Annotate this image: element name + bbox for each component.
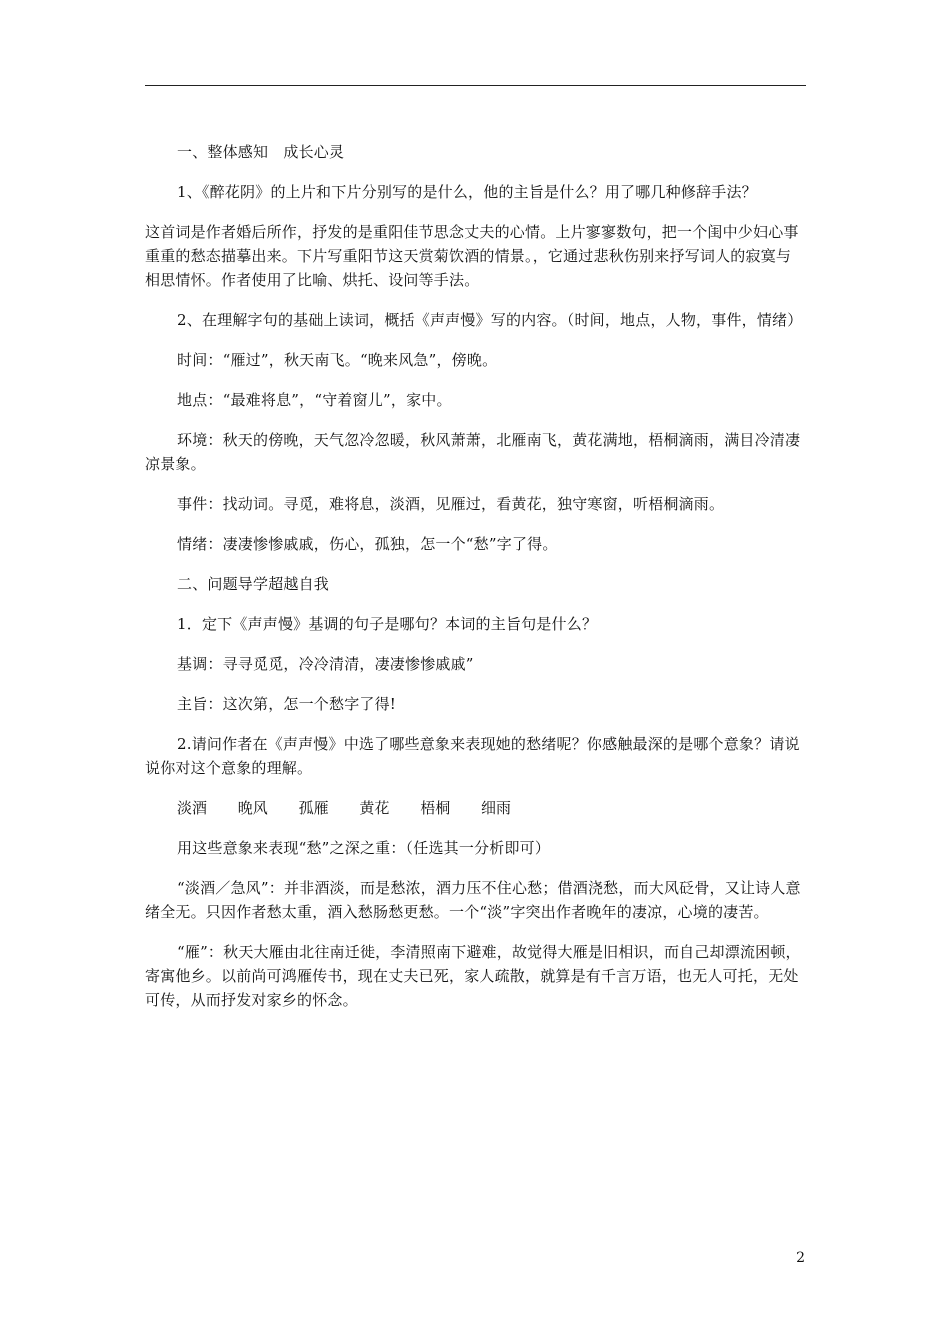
answer-theme: 主旨：这次第，怎一个愁字了得! — [177, 695, 397, 713]
answer-events: 事件：找动词。寻觅，难将息，淡酒，见雁过，看黄花，独守寒窗，听梧桐滴雨。 — [177, 495, 725, 513]
question-3: 1．定下《声声慢》基调的句子是哪句？本词的主旨句是什么？ — [177, 615, 598, 633]
answer-environment: 环境：秋天的傍晚，天气忽冷忽暖，秋风萧萧，北雁南飞，黄花满地，梧桐滴雨，满目冷清凄凉景象。 — [145, 431, 801, 473]
imagery-item: 晚风 — [237, 799, 268, 817]
analysis-goose: “雁”：秋天大雁由北往南迁徙，李清照南下避难，故觉得大雁是旧相识，而自己却漂流困顿，寄寓他乡。以前尚可鸿雁传书，现在丈夫已死，家人疏散，就算是有千言万语，也无人可托，无处可传，从而抒发对家乡的怀念。 — [145, 943, 801, 1009]
page-number: 2 — [796, 1250, 805, 1266]
section-heading-2: 二、问题导学超越自我 — [177, 575, 330, 593]
imagery-item: 淡酒 — [177, 799, 208, 817]
answer-1: 这首词是作者婚后所作，抒发的是重阳佳节思念丈夫的心情。上片寥寥数句，把一个闺中少妇心事重重的愁态描摹出来。下片写重阳节这天赏菊饮酒的情景。，它通过悲秋伤别来抒写词人的寂寞与相思情怀。作者使用了比喻、烘托、设问等手法。 — [145, 223, 799, 289]
analysis-wine-wind: “淡酒／急风”：并非酒淡，而是愁浓，酒力压不住心愁；借酒浇愁，而大风砭骨，又让诗人意绪全无。只因作者愁太重，酒入愁肠愁更愁。一个“淡”字突出作者晚年的凄凉，心境的凄苦。 — [145, 879, 801, 921]
answer-emotion: 情绪：凄凄惨惨戚戚，伤心，孤独，怎一个“愁”字了得。 — [177, 535, 558, 553]
imagery-item: 黄花 — [359, 799, 390, 817]
imagery-item: 梧桐 — [420, 799, 451, 817]
question-1: 1、《醉花阴》的上片和下片分别写的是什么，他的主旨是什么？用了哪几种修辞手法？ — [177, 183, 757, 201]
imagery-item: 细雨 — [480, 799, 511, 817]
analysis-intro: 用这些意象来表现“愁”之深之重：（任选其一分析即可） — [177, 839, 551, 857]
answer-time: 时间：“雁过”，秋天南飞。“晚来风急”，傍晚。 — [177, 351, 498, 369]
header-rule — [145, 85, 806, 86]
answer-place: 地点：“最难将息”，“守着窗儿”，家中。 — [177, 391, 452, 409]
question-2: 2、在理解字句的基础上读词，概括《声声慢》写的内容。（时间，地点，人物，事件，情绪） — [177, 311, 803, 329]
imagery-item: 孤雁 — [298, 799, 329, 817]
section-heading-1: 一、整体感知 成长心灵 — [177, 143, 345, 161]
question-4: 2.请问作者在《声声慢》中选了哪些意象来表现她的愁绪呢？你感触最深的是哪个意象？请说说你对这个意象的理解。 — [145, 735, 800, 777]
document-body — [145, 140, 806, 1028]
imagery-list — [145, 796, 806, 820]
answer-tone: 基调：寻寻觅觅，冷冷清清，凄凄惨惨戚戚” — [177, 655, 474, 673]
